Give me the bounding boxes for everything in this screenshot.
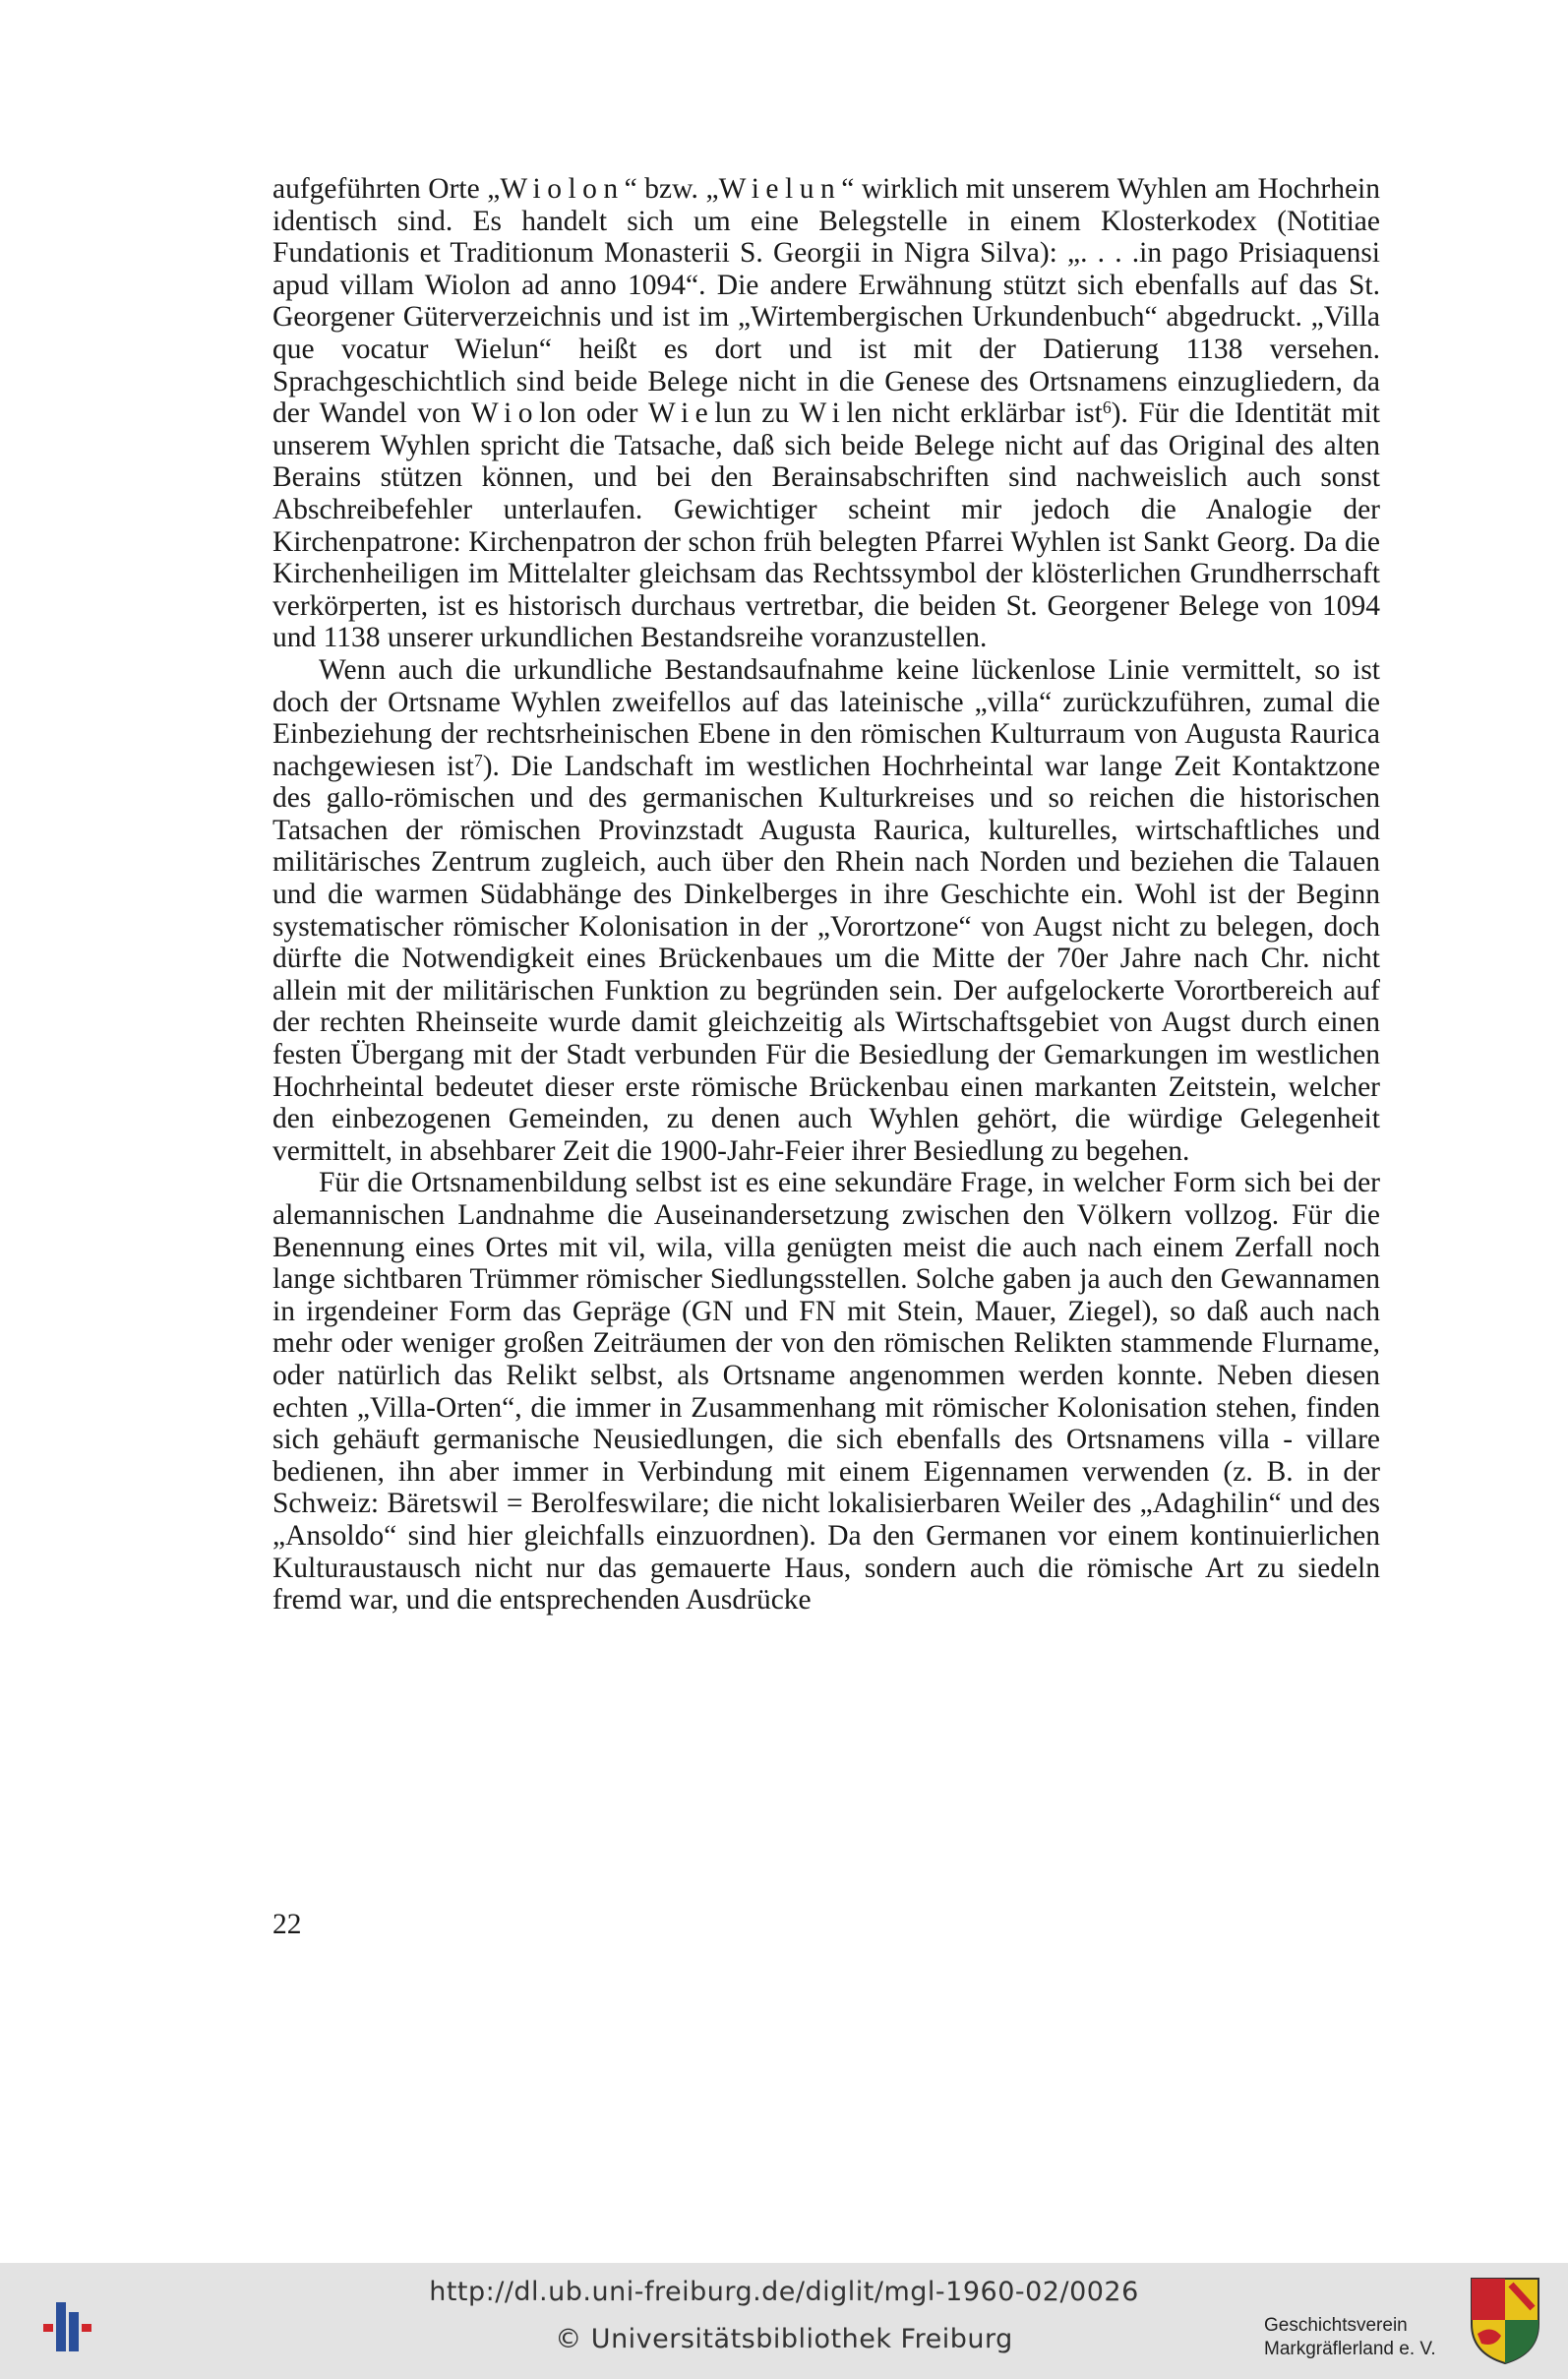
coat-of-arms-icon <box>1468 2275 1542 2367</box>
text-run: Für die Ortsnamenbildung selbst ist es eine sekundäre Frage, in welcher Form sich bei der alemannischen Landnahme die Auseinandersetzung zwischen den Völkern vollzog. Für die Benennung eines Ortes mit vil, wila, villa genügten meist die auch nach einem Zerfall noch lange sichtbaren Trümmer römischer Siedlungsstellen. Solche gaben ja auch den Gewannamen in irgendeiner Form das Gepräge (GN und FN mit Stein, Mauer, Ziegel), so daß auch nach mehr oder weniger großen Zeiträumen der von den römischen Relikten stammende Flurname, oder natürlich das Relikt selbst, als Ortsname angenommen werden konnte. Neben diesen echten „Villa-Orten“, die immer in Zusammenhang mit römischer Kolonisation stehen, finden sich gehäuft germanische Neusiedlungen, die sich ebenfalls des Ortsnamens villa - villare bedienen, ihn aber immer in Verbindung mit einem Eigennamen verwenden (z. B. in der Schweiz: Bäretswil = Berolfeswilare; die nicht lokalisierbaren Weiler des „Adaghilin“ und des „Ansoldo“ sind hier gleichfalls einzuordnen). Da den Germanen vor einem kontinuierlichen Kulturaustausch nicht nur das gemauerte Haus, sondern auch die römische Art zu siedeln fremd war, und die entsprechenden Ausdrücke <box>272 1167 1380 1616</box>
text-run: Wenn auch die urkundliche Bestandsaufnahme keine lückenlose Linie vermittelt, so ist doch der Ortsname Wyhlen zweifellos auf das lateinische „villa“ zurückzuführen, zumal die Einbeziehung der rechtsrheinischen Ebene in den römischen Kulturraum von Augusta Raurica nachgewiesen ist <box>272 653 1380 782</box>
text-run: ). Für die Identität mit unserem Wyhlen spricht die Tatsache, daß sich beide Belege nicht auf das Original des alten Berains stützen können, und bei den Berainsabschriften sind nachweislich auch sonst Abschreibefehler unterlaufen. Gewichtiger scheint mir jedoch die Analogie der Kirchenpatrone: Kirchenpatron der schon früh belegten Pfarrei Wyhlen ist Sankt Georg. Da die Kirchenheiligen im Mittelalter gleichsam das Rechtssymbol der klösterlichen Grundherrschaft verkörperten, ist es historisch durchaus vertretbar, die beiden St. Georgener Belege von 1094 und 1138 unserer urkundlichen Bestandsreihe voranzustellen. <box>272 397 1380 654</box>
society-name <box>1264 2314 1461 2361</box>
text-run: Wie <box>647 397 715 430</box>
society-name-line1: Geschichtsverein <box>1264 2315 1408 2336</box>
text-run: ). Die Landschaft im westlichen Hochrheintal war lange Zeit Kontaktzone des gallo-römischen und des germanischen Kulturkreises und so reichen die historischen Tatsachen der römischen Provinzstadt Augusta Raurica, kulturelles, wirtschaftliches und militärisches Zentrum zugleich, auch über den Rhein nach Norden und beziehen die Talauen und die warmen Südabhänge des Dinkelberges in ihre Geschichte ein. Wohl ist der Beginn systematischer römischer Kolonisation in der „Vorortzone“ von Augst nicht zu belegen, doch dürfte die Notwendigkeit eines Brückenbaues um die Mitte der 70er Jahre nach Chr. nicht allein mit der militärischen Funktion zu begründen sein. Der aufgelockerte Vorortbereich auf der rechten Rheinseite wurde damit gleichzeitig als Wirtschaftsgebiet von Augst durch einen festen Übergang mit der Stadt verbunden Für die Besiedlung der Gemarkungen im westlichen Hochrheintal bedeutet dieser erste römische Brückenbau einen markanten Zeitstein, welcher den einbezogenen Gemeinden, zu denen auch Wyhlen gehört, die würdige Gelegenheit vermittelt, in absehbarer Zeit die 1900-Jahr-Feier ihrer Besiedlung zu begehen. <box>272 750 1380 1167</box>
text-run: “ bzw. „ <box>624 173 719 205</box>
text-run: Wielun <box>718 173 842 205</box>
text-run: len nicht erklärbar ist <box>846 397 1103 430</box>
society-name-line2: Markgräflerland e. V. <box>1264 2339 1436 2359</box>
footer-url-link[interactable]: http://dl.ub.uni-freiburg.de/diglit/mgl-1960-02/0026 <box>429 2277 1139 2307</box>
text-run: lon oder <box>538 397 648 430</box>
text-run: Wio <box>470 397 539 430</box>
paragraph <box>272 173 1380 654</box>
paragraph <box>272 1167 1380 1616</box>
paragraph <box>272 654 1380 1168</box>
body-text <box>272 173 1380 1616</box>
footer-copyright: © Universitätsbibliothek Freiburg <box>555 2324 1013 2354</box>
text-run: Wiolon <box>500 173 625 205</box>
footnote-ref: 7 <box>473 750 483 770</box>
text-run: “ wirklich mit unserem Wyhlen am Hochrhein identisch sind. Es handelt sich um eine Belegstelle in einem Klosterkodex (Notitiae Fundationis et Traditionum Monasterii S. Georgii in Nigra Silva): „. . . .in pago Prisiaquensi apud villam Wiolon ad anno 1094“. Die andere Erwähnung stützt sich ebenfalls auf das St. Georgener Güterverzeichnis und ist im „Wirtembergischen Urkundenbuch“ abgedruckt. „Villa que vocatur Wielun“ heißt es dort und ist mit der Datierung 1138 versehen. Sprachgeschichtlich sind beide Belege nicht in die Genese des Ortsnamens einzugliedern, da der Wandel von <box>272 173 1380 430</box>
text-run: lun zu <box>714 397 800 430</box>
page-number: 22 <box>272 1909 302 1940</box>
text-run: Wi <box>799 397 847 430</box>
text-run: aufgeführten Orte „ <box>272 173 501 205</box>
viewer-footer <box>0 2263 1568 2379</box>
footnote-ref: 6 <box>1102 397 1112 418</box>
